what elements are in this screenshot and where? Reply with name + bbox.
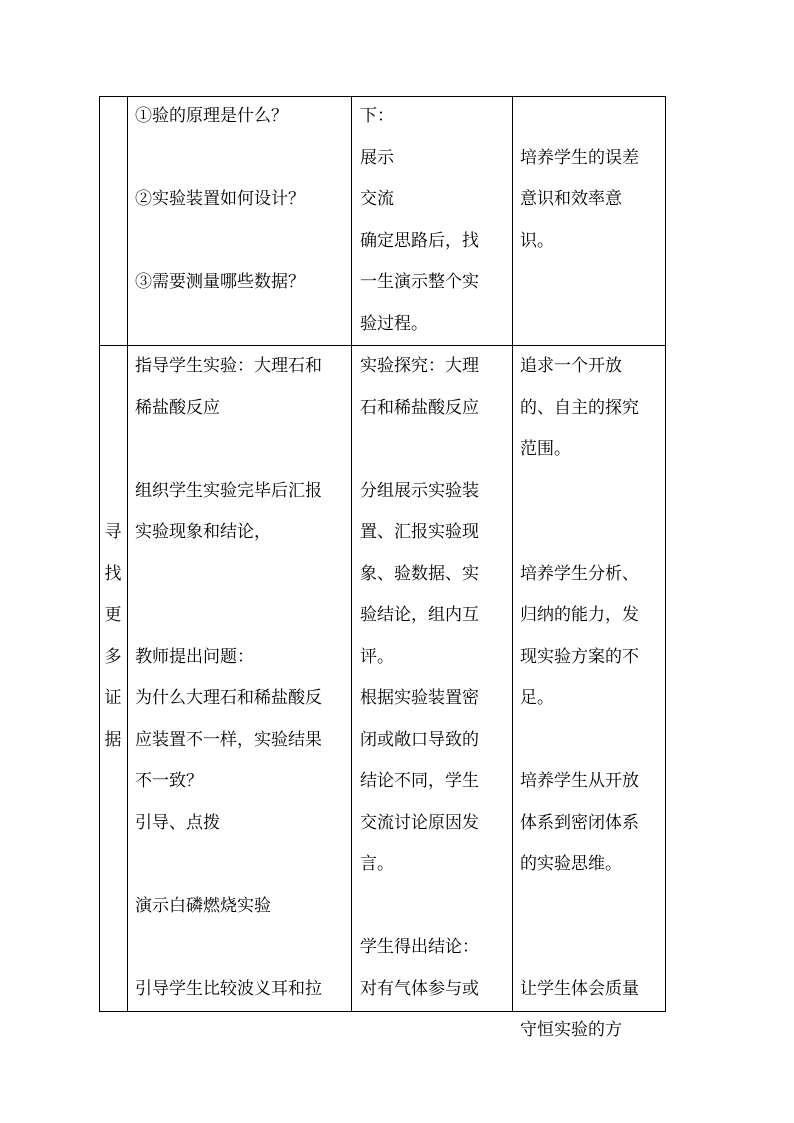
design-purpose-line: [520, 512, 639, 554]
design-purpose-line: 追求一个开放: [520, 356, 622, 376]
student-activity-line: 一生演示整个实: [360, 272, 479, 292]
teacher-activity-line: [135, 138, 305, 180]
student-activity-line: 下：: [360, 106, 394, 126]
teacher-activity-line: ①验的原理是什么？: [135, 106, 288, 126]
stage-char: 更: [104, 605, 122, 625]
stage-char: 多: [104, 646, 122, 667]
teacher-activity-line: [135, 927, 322, 969]
teacher-activity-line: ③需要测量哪些数据？: [135, 272, 305, 292]
stage-char: 找: [104, 563, 122, 584]
row2-teacher-cell: [135, 346, 322, 1010]
student-activity-line: 实验探究：大理: [360, 356, 479, 376]
teacher-activity-line: 组织学生实验完毕后汇报: [135, 480, 322, 501]
student-activity-line: 置、汇报实验现: [360, 522, 479, 542]
student-activity-line: 展示: [360, 147, 394, 168]
row2-purpose-cell: [520, 346, 639, 1052]
student-activity-line: 对有气体参与或: [360, 978, 479, 999]
design-purpose-line: 的实验思维。: [520, 854, 622, 874]
design-purpose-line: 守恒实验的方: [520, 1020, 622, 1040]
design-purpose-line: 培养学生从开放: [520, 771, 639, 791]
design-purpose-line: 培养学生分析、: [520, 563, 639, 584]
student-activity-line: 分组展示实验装: [360, 480, 479, 501]
student-activity-line: 验结论，组内互: [360, 605, 479, 625]
design-purpose-line: 让学生体会质量: [520, 978, 639, 999]
design-purpose-line: [520, 720, 639, 762]
student-activity-line: 根据实验装置密: [360, 688, 479, 708]
student-activity-line: 确定思路后，找: [360, 230, 479, 251]
teacher-activity-line: 稀盐酸反应: [135, 397, 220, 418]
teacher-activity-line: 引导学生比较波义耳和拉: [135, 978, 322, 999]
teacher-activity-line: 实验现象和结论，: [135, 522, 271, 542]
stage-char: 证: [104, 688, 122, 708]
stage-char: 寻: [104, 522, 122, 542]
student-activity-line: [360, 429, 479, 471]
teacher-activity-line: 教师提出问题：: [135, 646, 254, 667]
teacher-activity-line: [135, 429, 322, 471]
design-purpose-line: [520, 927, 639, 969]
col-border-right: [665, 96, 666, 1012]
teacher-activity-line: 应装置不一样，实验结果: [135, 729, 322, 750]
row1-teacher-cell: [135, 96, 305, 304]
design-purpose-line: 现实验方案的不: [520, 646, 639, 667]
student-activity-line: 验过程。: [360, 313, 428, 334]
teacher-activity-line: [135, 221, 305, 263]
teacher-activity-line: 指导学生实验：大理石和: [135, 356, 322, 376]
design-purpose-line: 的、自主的探究: [520, 397, 639, 418]
student-activity-line: 石和稀盐酸反应: [360, 397, 479, 418]
teacher-activity-line: 不一致？: [135, 771, 203, 791]
row1-purpose-cell: [520, 96, 639, 262]
design-purpose-line: [520, 886, 639, 928]
teacher-activity-line: [135, 844, 322, 886]
student-activity-line: 结论不同，学生: [360, 771, 479, 791]
design-purpose-line: 体系到密闭体系: [520, 812, 639, 833]
teacher-activity-line: 引导、点拨: [135, 812, 220, 833]
col-border-2: [351, 96, 352, 1012]
student-activity-line: 交流: [360, 189, 394, 209]
design-purpose-line: 意识和效率意: [520, 189, 622, 209]
design-purpose-line: 归纳的能力，发: [520, 605, 639, 625]
design-purpose-line: [520, 96, 639, 138]
student-activity-line: [360, 886, 479, 928]
teacher-activity-line: ②实验装置如何设计？: [135, 189, 305, 209]
design-purpose-line: 培养学生的误差: [520, 147, 639, 168]
row2-student-cell: [360, 346, 479, 1010]
stage-char: 据: [104, 729, 122, 750]
col-border-1: [127, 96, 128, 1012]
design-purpose-line: 范围。: [520, 439, 571, 459]
teacher-activity-line: [135, 595, 322, 637]
design-purpose-line: 识。: [520, 230, 554, 251]
student-activity-line: 象、验数据、实: [360, 563, 479, 584]
student-activity-line: 学生得出结论：: [360, 937, 479, 957]
student-activity-line: 评。: [360, 646, 394, 667]
student-activity-line: 言。: [360, 854, 394, 874]
design-purpose-line: 足。: [520, 688, 554, 708]
student-activity-line: 交流讨论原因发: [360, 812, 479, 833]
col-border-3: [512, 96, 513, 1012]
design-purpose-line: [520, 471, 639, 513]
teacher-activity-line: [135, 554, 322, 596]
student-activity-line: 闭或敞口导致的: [360, 729, 479, 750]
row2-stage-label: [99, 512, 127, 761]
row1-student-cell: [360, 96, 479, 345]
teacher-activity-line: 为什么大理石和稀盐酸反: [135, 688, 322, 708]
teacher-activity-line: 演示白磷燃烧实验: [135, 895, 271, 916]
